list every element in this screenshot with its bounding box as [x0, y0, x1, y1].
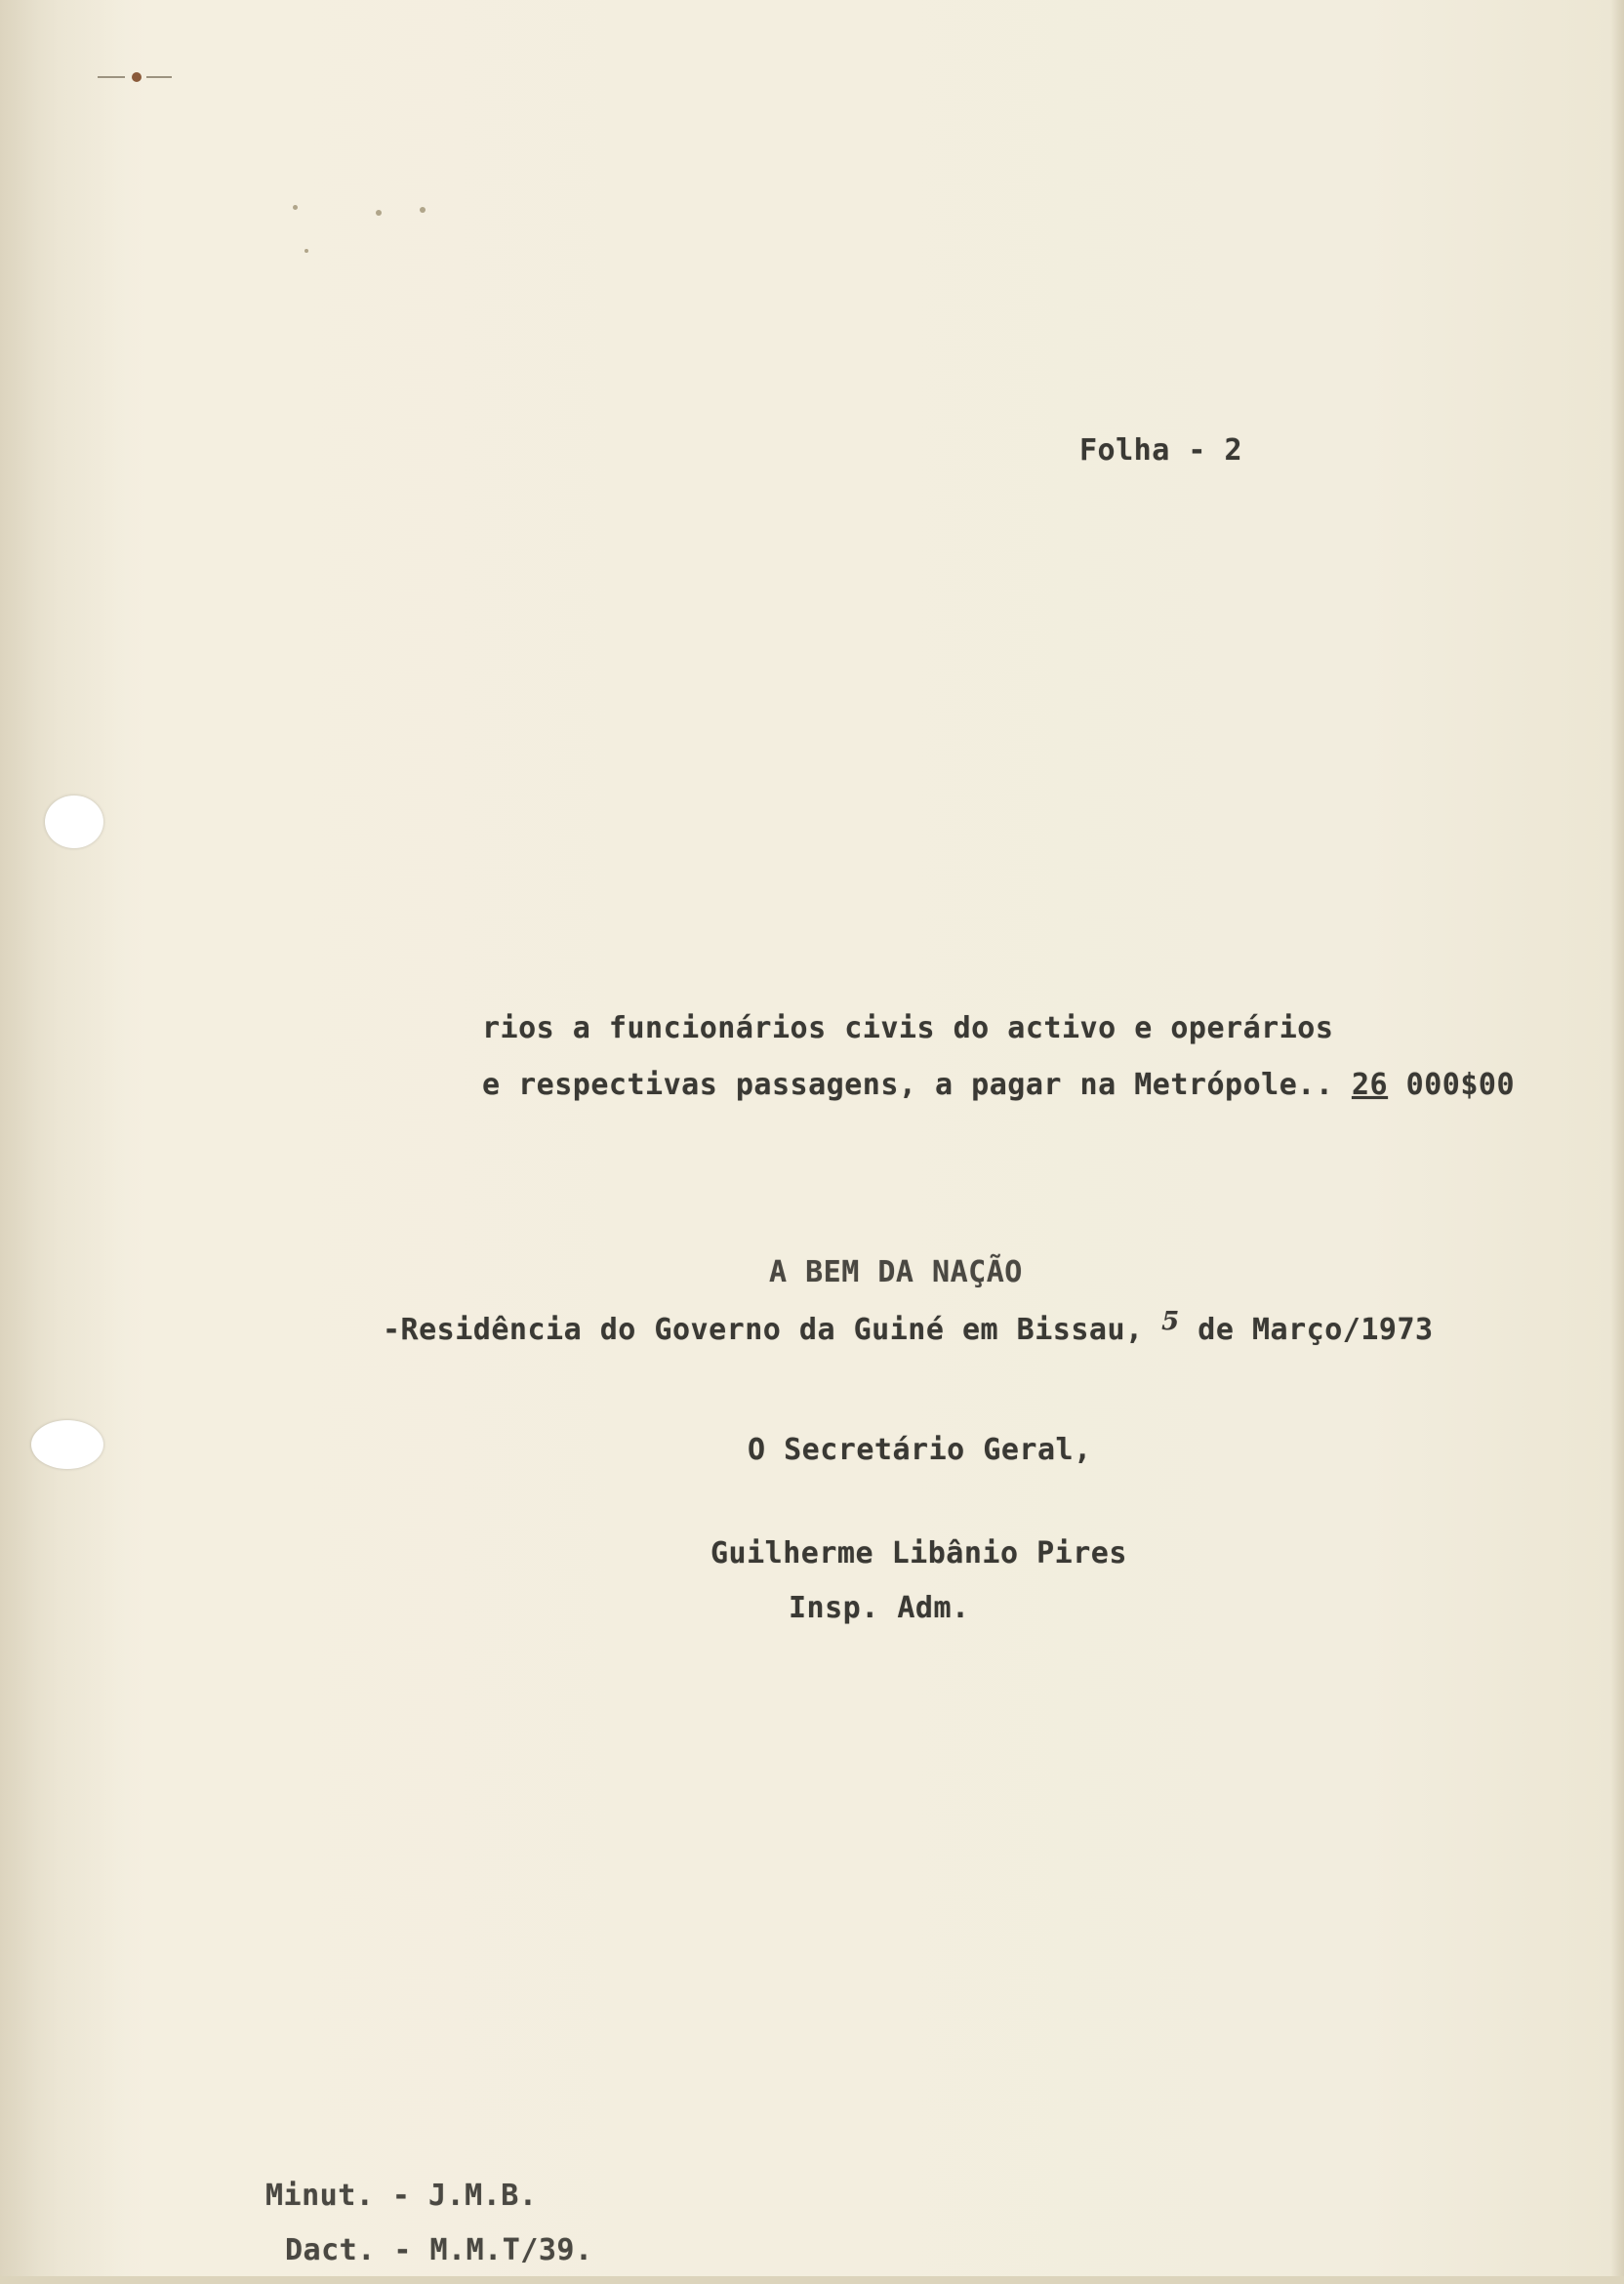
- paper-speck: [376, 210, 382, 216]
- paper-speck: [304, 249, 308, 253]
- body-line-1: rios a funcionários civis do activo e operários: [482, 1011, 1334, 1045]
- paper-speck: [420, 207, 426, 213]
- body-line-2-text: e respectivas passagens, a pagar na Metrópole..: [482, 1068, 1352, 1102]
- body-line-2: [482, 1068, 1515, 1102]
- paper-shadow-right: [1610, 0, 1624, 2284]
- amount-rest: 000$00: [1388, 1068, 1516, 1102]
- paper-shadow-left: [0, 0, 127, 2284]
- amount-underlined: 26: [1351, 1068, 1389, 1102]
- punch-hole: [31, 1420, 103, 1469]
- place-suffix: de Março/1973: [1179, 1313, 1434, 1347]
- staple-mark-icon: [96, 70, 174, 84]
- footer-dact: Dact. - M.M.T/39.: [285, 2233, 593, 2267]
- footer-minut: Minut. - J.M.B.: [265, 2179, 538, 2213]
- place-date-line: [383, 1307, 1434, 1347]
- place-prefix: -Residência do Governo da Guiné em Bissau,: [383, 1313, 1162, 1347]
- signatory-role: Insp. Adm.: [789, 1591, 970, 1625]
- motto: A BEM DA NAÇÃO: [769, 1255, 1023, 1289]
- handwritten-day: 5: [1161, 1307, 1180, 1336]
- punch-hole: [45, 795, 103, 848]
- paper-speck: [293, 205, 298, 210]
- signatory-title: O Secretário Geral,: [748, 1433, 1092, 1467]
- paper-edge-bottom: [0, 2276, 1624, 2284]
- sheet-label: Folha - 2: [1079, 433, 1243, 468]
- signatory-name: Guilherme Libânio Pires: [710, 1536, 1127, 1570]
